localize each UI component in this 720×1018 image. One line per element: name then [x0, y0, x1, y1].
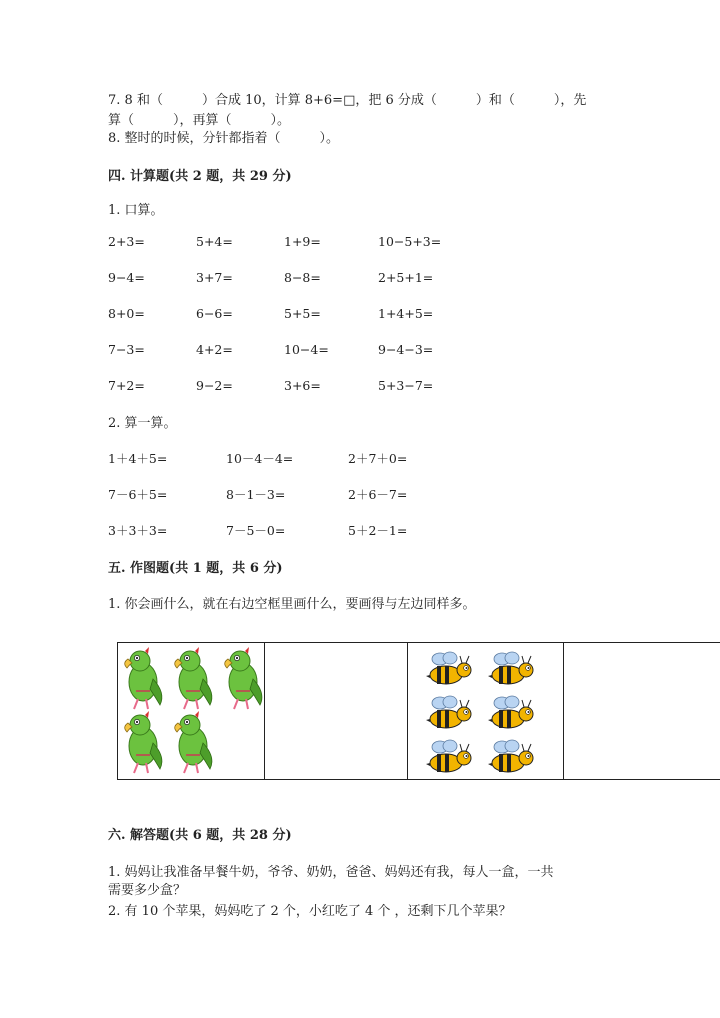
calc-item: 1＋4＋5= — [108, 451, 168, 466]
bee-icon — [488, 696, 533, 728]
bee-icon — [426, 696, 471, 728]
word-problem-2: 2. 有 10 个苹果，妈妈吃了 2 个，小红吃了 4 个 ，还剩下几个苹果？ — [108, 904, 512, 919]
mental-math-item: 9−2= — [196, 378, 233, 393]
calc-item: 8－1－3= — [226, 487, 286, 502]
mental-math-item: 8−8= — [284, 270, 321, 285]
mental-math-item: 5+3−7= — [378, 378, 434, 393]
calc-item: 7－6＋5= — [108, 487, 168, 502]
section-6-heading: 六. 解答题(共 6 题，共 28 分) — [108, 828, 292, 843]
bee-box — [407, 642, 564, 780]
mental-math-item: 1+9= — [284, 234, 321, 249]
calc-item: 2＋6－7= — [348, 487, 408, 502]
mental-math-item: 5+4= — [196, 234, 233, 249]
mental-math-item: 6−6= — [196, 306, 233, 321]
mental-math-item: 4+2= — [196, 342, 233, 357]
mental-math-item: 10−4= — [284, 342, 329, 357]
mental-math-item: 7+2= — [108, 378, 145, 393]
bee-icon — [426, 740, 471, 772]
question-8: 8. 整时的时候，分针都指着（ ）。 — [108, 131, 340, 146]
calc-title: 2. 算一算。 — [108, 416, 177, 431]
mental-math-item: 2+5+1= — [378, 270, 434, 285]
question-7-line-2: 算（ ），再算（ ）。 — [108, 113, 291, 128]
parrot-icon — [175, 647, 212, 709]
calc-item: 5＋2－1= — [348, 523, 408, 538]
bee-icon — [488, 740, 533, 772]
mental-math-item: 1+4+5= — [378, 306, 434, 321]
parrot-icon — [175, 711, 212, 773]
calc-item: 2＋7＋0= — [348, 451, 408, 466]
parrot-icon — [125, 711, 162, 773]
calc-item: 10－4－4= — [226, 451, 294, 466]
parrot-icon — [125, 647, 162, 709]
mental-math-item: 3+6= — [284, 378, 321, 393]
mental-math-item: 8+0= — [108, 306, 145, 321]
bee-group — [408, 643, 563, 779]
mental-math-item: 9−4= — [108, 270, 145, 285]
parrot-drawing-box[interactable] — [264, 642, 408, 780]
calc-item: 3＋3＋3= — [108, 523, 168, 538]
word-problem-1-line-1: 1. 妈妈让我准备早餐牛奶，爷爷、奶奶，爸爸、妈妈还有我，每人一盒，一共 — [108, 865, 554, 880]
question-7-line-1: 7. 8 和（ ）合成 10，计算 8+6=□，把 6 分成（ ）和（ ），先 — [108, 93, 587, 108]
word-problem-1-line-2: 需要多少盒？ — [108, 883, 187, 898]
drawing-instruction: 1. 你会画什么，就在右边空框里画什么，要画得与左边同样多。 — [108, 597, 476, 612]
parrot-icon — [225, 647, 262, 709]
calc-item: 7－5－0= — [226, 523, 286, 538]
mental-math-item: 9−4−3= — [378, 342, 434, 357]
mental-math-item: 7−3= — [108, 342, 145, 357]
mental-math-item: 2+3= — [108, 234, 145, 249]
bee-icon — [488, 652, 533, 684]
parrot-box — [117, 642, 265, 780]
parrot-group — [118, 643, 264, 779]
mental-math-item: 5+5= — [284, 306, 321, 321]
mental-math-item: 10−5+3= — [378, 234, 442, 249]
bee-icon — [426, 652, 471, 684]
section-4-heading: 四. 计算题(共 2 题，共 29 分) — [108, 169, 292, 184]
mental-math-item: 3+7= — [196, 270, 233, 285]
section-5-heading: 五. 作图题(共 1 题，共 6 分) — [108, 561, 283, 576]
mental-math-title: 1. 口算。 — [108, 203, 164, 218]
bee-drawing-box[interactable] — [563, 642, 720, 780]
